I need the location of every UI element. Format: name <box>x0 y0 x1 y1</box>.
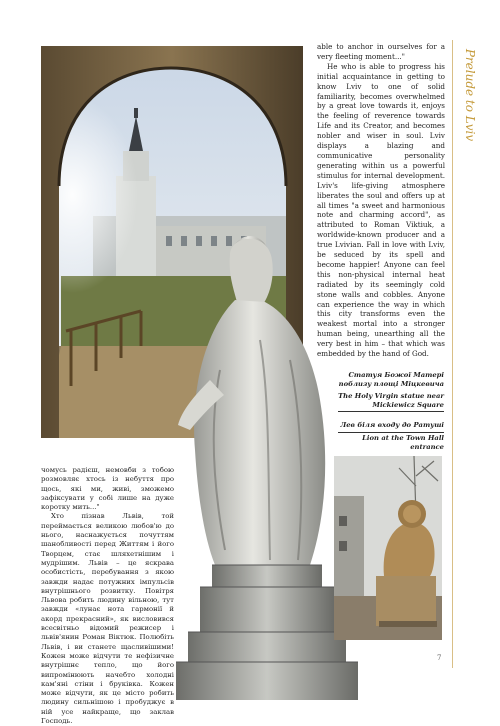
margin-rule <box>452 40 453 668</box>
english-paragraph: able to anchor in ourselves for a very fleeting moment..." <box>317 42 445 61</box>
caption-statue-en: The Holy Virgin statue near Mickiewicz Square <box>338 392 444 412</box>
caption-lion-ua: Лев біля входу до Ратуші <box>338 421 444 433</box>
page-number: 7 <box>437 654 442 662</box>
chapter-side-title-text: Prelude to Lviv <box>463 48 477 142</box>
english-paragraph: He who is able to progress his initial acquaintance in getting to know Lviv to one of solid familiarity, becomes overwhelmed by a great love towards it, enjoys the feeling of reverence towards Life and its Creator, and becomes nobler and wiser in soul. Lviv displays a blazing and communicative personality generating within us a powerful stimulus for internal development. Lviv's life-giving atmosphere liberates the soul and offers up at all times "a sweet and harmonious note and charming accord", as attributed to Roman Viktiuk, a worldwide-known producer and a true Lvivian. Fall in love with Lviv, be seduced by its spell and become happier! Anyone can feel this non-physical internal heat radiated by its seemingly cold stone walls and cobbles. Anyone can experience the way in which this city transforms even the weakest mortal into a stronger human being, unearthing all the very best in him – that which was embedded by the hand of God. <box>317 61 445 359</box>
ukrainian-text-column <box>41 466 174 726</box>
town-hall-lion-photo <box>334 456 442 640</box>
caption-statue-ua: Статуя Божої Матері поблизу площі Міцкевича <box>338 371 444 388</box>
ukrainian-paragraph: Хто пізнав Львів, той переймається великою любов'ю до нього, наснажується почуттям шанобливості перед Життям і його Творцем, стає шляхетнішим і мудрішим. Львів – це яскрава особистість, перебування з якою завжди надає потужних імпульсів внутрішнього розвитку. Повітря Львова робить людину вільною, тут завжди «лунає нота гармонії й акорд прекрасний», як висловився всесвітньо відомий режисер і львів'янин Роман Віктюк. Полюбіть Львів, і ви станете щасливішими! Кожен може відчути те нефізичне внутрішнє тепло, що його випромінюють начебто холодні кам'яні стіни і бруківка. Кожен може відчути, як це місто робить людину сильнішою і пробуджує в ній усе найкраще, що заклав Господь. <box>41 512 174 726</box>
chapter-side-title <box>460 40 476 150</box>
ukrainian-paragraph: чомусь радієш, немовби з тобою розмовляє хтось із небуття про щось, які ми, живі, зможемо зафіксувати у собі лише на дуже коротку мить..." <box>41 466 174 512</box>
lion-illustration <box>334 456 442 640</box>
english-text-column <box>317 42 445 359</box>
caption-lion-en: Lion at the Town Hall entrance <box>362 434 444 451</box>
